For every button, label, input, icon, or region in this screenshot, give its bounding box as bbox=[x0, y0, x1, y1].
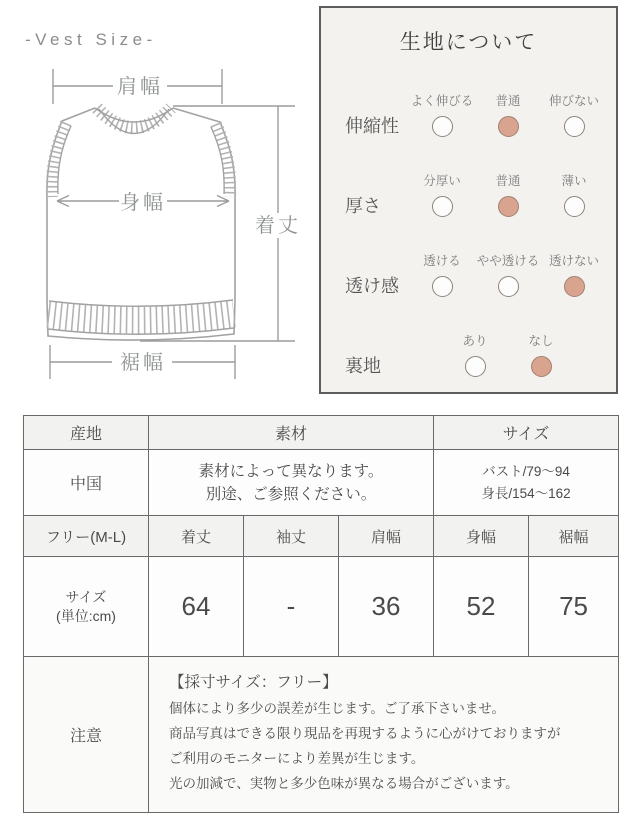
fabric-row-options bbox=[409, 171, 607, 217]
body-width-label: 身幅 bbox=[120, 192, 166, 214]
fabric-row-stretch bbox=[321, 91, 616, 137]
fabric-option bbox=[541, 171, 607, 217]
measure-col-hem: 裾幅 bbox=[529, 516, 619, 557]
fabric-option-circle bbox=[564, 196, 585, 217]
fabric-option-circle-selected bbox=[498, 196, 519, 217]
fabric-option-label: 伸びない bbox=[548, 94, 599, 108]
size-range-line: 身長/154〜162 bbox=[481, 485, 571, 501]
measure-col-shoulder: 肩幅 bbox=[339, 516, 434, 557]
note-text bbox=[149, 657, 619, 813]
fabric-option-circle bbox=[465, 356, 486, 377]
fabric-option-circle bbox=[432, 276, 453, 297]
fabric-row-label: 伸縮性 bbox=[345, 116, 399, 136]
vest-hem-band bbox=[48, 300, 234, 334]
measure-col-sleeve: 袖丈 bbox=[244, 516, 339, 557]
origin-value: 中国 bbox=[24, 450, 149, 516]
unit-label bbox=[24, 557, 149, 657]
material-header: 素材 bbox=[149, 416, 434, 450]
fabric-option-circle-selected bbox=[498, 116, 519, 137]
measure-value-sleeve: - bbox=[244, 557, 339, 657]
note-line: 商品写真はできる限り現品を再現するように心がけておりますが bbox=[169, 726, 561, 741]
fabric-option-circle-selected bbox=[564, 276, 585, 297]
fabric-option bbox=[475, 251, 541, 297]
origin-header: 産地 bbox=[24, 416, 149, 450]
fabric-option bbox=[541, 91, 607, 137]
length-label: 着丈 bbox=[255, 215, 301, 237]
measure-value-hem: 75 bbox=[529, 557, 619, 657]
measure-col-body: 身幅 bbox=[434, 516, 529, 557]
vest-armhole-left bbox=[52, 123, 71, 197]
table-values-row-1 bbox=[24, 450, 619, 516]
fabric-option-label: 薄い bbox=[561, 174, 587, 188]
shoulder-width-label: 肩幅 bbox=[117, 76, 163, 98]
fabric-option bbox=[442, 331, 508, 377]
note-line: 光の加減で、実物と多少色味が異なる場合がございます。 bbox=[169, 776, 519, 791]
fabric-option bbox=[409, 91, 475, 137]
fabric-option bbox=[475, 91, 541, 137]
fabric-option bbox=[508, 331, 574, 377]
fabric-row-label: 裏地 bbox=[345, 356, 381, 376]
fabric-option-label: 普通 bbox=[495, 174, 521, 188]
note-line: 個体により多少の誤差が生じます。ご了承下さいませ。 bbox=[169, 701, 506, 716]
vest-neckband bbox=[95, 108, 173, 134]
fabric-option-circle bbox=[564, 116, 585, 137]
material-value-line: 別途、ご参照ください。 bbox=[205, 485, 377, 503]
vest-size-title: -Vest Size- bbox=[25, 30, 157, 49]
fabric-row-options bbox=[409, 251, 607, 297]
fabric-option bbox=[409, 251, 475, 297]
measure-col-length: 着丈 bbox=[149, 516, 244, 557]
material-value bbox=[149, 450, 434, 516]
fabric-option-label: やや透ける bbox=[476, 254, 540, 268]
fabric-option-label: あり bbox=[462, 334, 488, 348]
fabric-row-label: 透け感 bbox=[345, 276, 399, 296]
fabric-option-label: なし bbox=[528, 334, 554, 348]
unit-label-line: (単位:cm) bbox=[56, 607, 116, 624]
fabric-option-label: よく伸びる bbox=[410, 94, 474, 108]
note-label: 注意 bbox=[24, 657, 149, 813]
unit-label-line: サイズ bbox=[65, 588, 107, 605]
fabric-row-sheerness bbox=[321, 251, 616, 297]
fabric-option-label: 分厚い bbox=[423, 174, 461, 188]
measure-header-row bbox=[24, 516, 619, 557]
fabric-option-label: 透けない bbox=[548, 254, 599, 268]
fabric-row-options bbox=[409, 91, 607, 137]
size-type-label: フリー(M-L) bbox=[24, 516, 149, 557]
vest-armhole-right bbox=[211, 124, 230, 197]
hem-width-label: 裾幅 bbox=[120, 352, 166, 374]
measure-values-row bbox=[24, 557, 619, 657]
fabric-option-circle bbox=[432, 116, 453, 137]
vest-outline bbox=[47, 108, 235, 340]
measure-value-body: 52 bbox=[434, 557, 529, 657]
size-range-line: バスト/79〜94 bbox=[482, 463, 570, 479]
table-header-row bbox=[24, 416, 619, 450]
fabric-option bbox=[475, 171, 541, 217]
fabric-option-circle bbox=[498, 276, 519, 297]
fabric-row-label: 厚さ bbox=[345, 196, 381, 216]
vest-diagram bbox=[0, 0, 320, 410]
material-value-line: 素材によって異なります。 bbox=[198, 462, 384, 480]
measure-value-length: 64 bbox=[149, 557, 244, 657]
measure-value-shoulder: 36 bbox=[339, 557, 434, 657]
fabric-option-label: 普通 bbox=[495, 94, 521, 108]
fabric-row-thickness bbox=[321, 171, 616, 217]
fabric-panel-title: 生地について bbox=[399, 31, 538, 54]
fabric-option bbox=[541, 251, 607, 297]
fabric-option-circle bbox=[432, 196, 453, 217]
note-line: 【採寸サイズ：フリー】 bbox=[169, 674, 338, 691]
fabric-option-circle-selected bbox=[531, 356, 552, 377]
fabric-info-panel bbox=[319, 6, 618, 394]
spec-table bbox=[23, 415, 619, 813]
size-header: サイズ bbox=[434, 416, 619, 450]
note-line: ご利用のモニターにより差異が生じます。 bbox=[169, 751, 425, 766]
fabric-option-label: 透ける bbox=[423, 254, 461, 268]
size-range-value bbox=[434, 450, 619, 516]
fabric-row-lining bbox=[321, 331, 616, 377]
fabric-row-options bbox=[442, 331, 607, 377]
note-row bbox=[24, 657, 619, 813]
fabric-option bbox=[409, 171, 475, 217]
